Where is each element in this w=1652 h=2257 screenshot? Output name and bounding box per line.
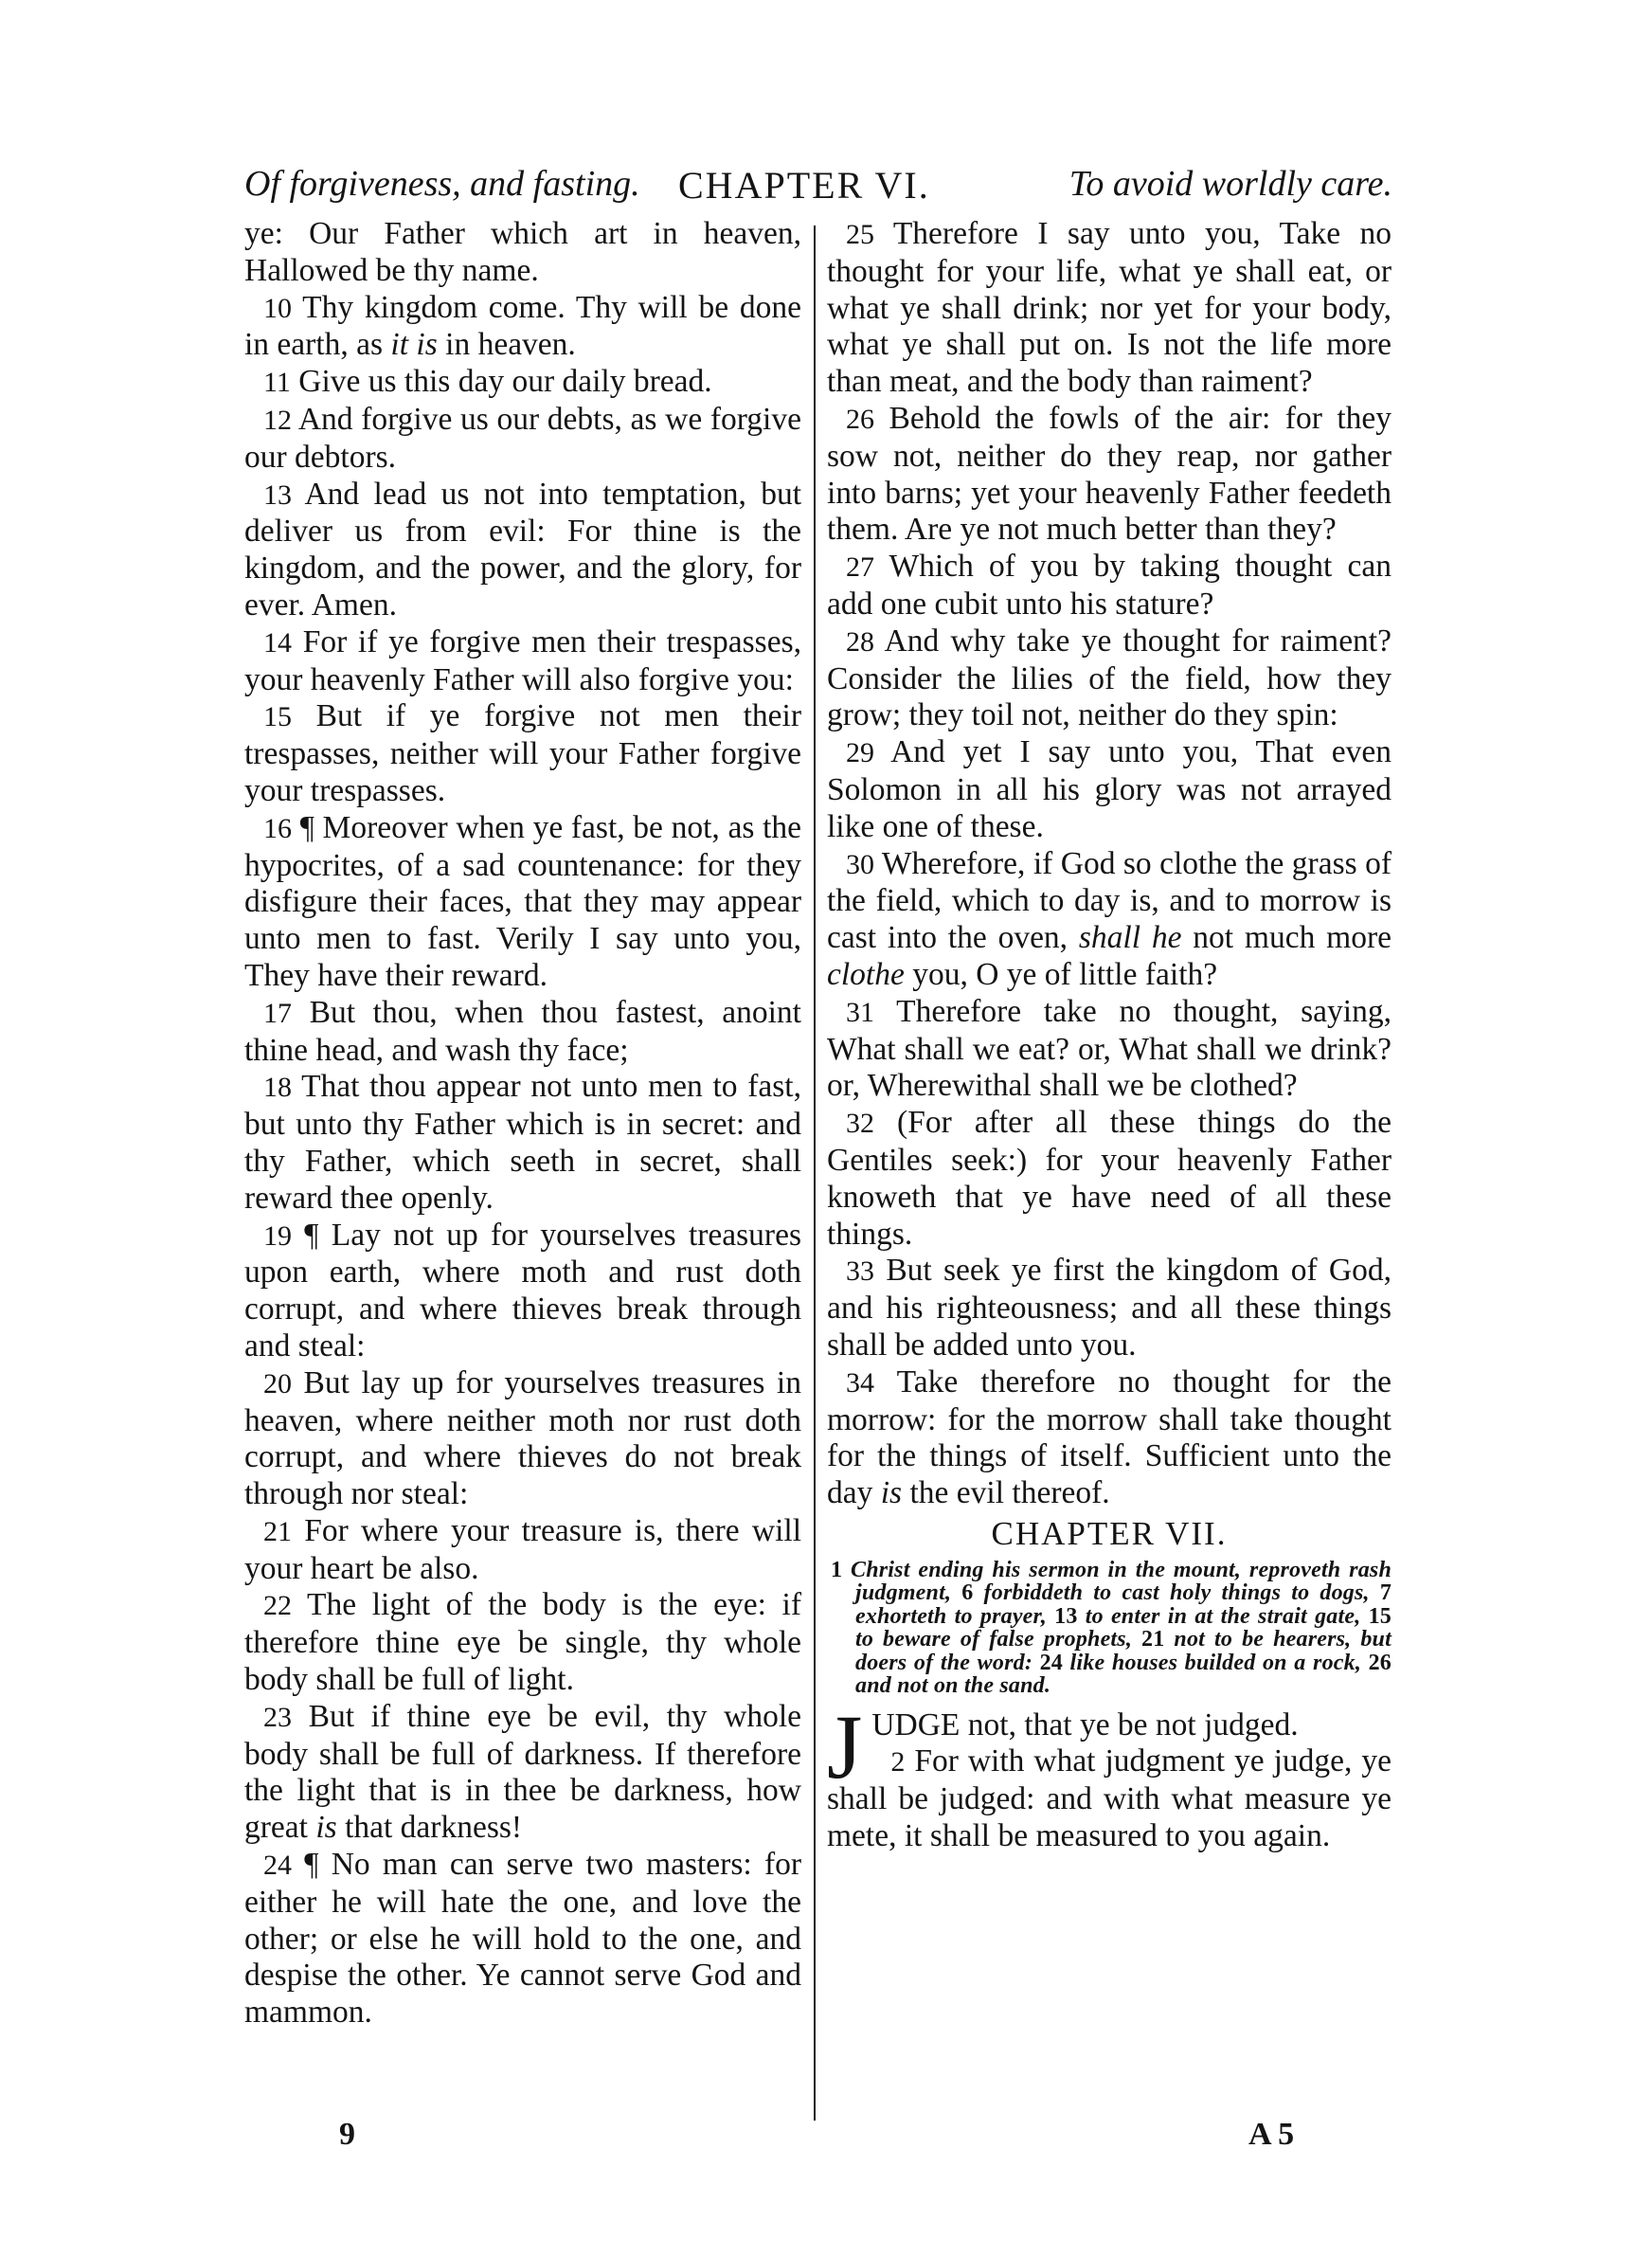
verse-23: 23 But if thine eye be evil, thy whole body shall be full of darkness. If therefore the light that is in thee be darkness, how great is that darkness! bbox=[244, 1698, 801, 1846]
column-rule bbox=[814, 226, 816, 2121]
verse-25: 25 Therefore I say unto you, Take no thought for your life, what ye shall eat, or what ye shall drink; nor yet for your body, what ye shall put on. Is not the life more than meat, and the body than raiment? bbox=[827, 216, 1392, 400]
running-head bbox=[244, 163, 1392, 216]
verse-10: 10 Thy kingdom come. Thy will be done in earth, as it is in heaven. bbox=[244, 289, 801, 363]
chapter-7-verses-1-2: JUDGE not, that ye be not judged. 2 For with what judgment ye judge, ye shall be judged: and with what measure ye mete, it shall be measured to you again. bbox=[827, 1695, 1392, 1854]
verse-15: 15 But if ye forgive not men their trespasses, neither will your Father forgive your trespasses. bbox=[244, 698, 802, 808]
verse-24: 24 ¶ No man can serve two masters: for either he will hate the one, and love the other; or else he will hold to the one, and despise the other. Ye cannot serve God and mammon. bbox=[244, 1847, 802, 2031]
signature-mark: A 5 bbox=[1248, 2117, 1295, 2152]
verse-27: 27 Which of you by taking thought can add one cubit unto his stature? bbox=[827, 549, 1392, 622]
right-column bbox=[827, 216, 1392, 1855]
verse-33: 33 But seek ye first the kingdom of God, and his righteousness; and all these things shall be added unto you. bbox=[827, 1253, 1392, 1363]
verse-29: 29 And yet I say unto you, That even Solomon in all his glory was not arrayed like one of these. bbox=[827, 734, 1392, 844]
verse-16: 16 ¶ Moreover when ye fast, be not, as the hypocrites, of a sad countenance: for they disfigure their faces, that they may appear unto men to fast. Verily I say unto you, They have their reward. bbox=[244, 809, 801, 993]
left-column bbox=[244, 216, 801, 2031]
page-number: 9 bbox=[339, 2117, 355, 2152]
verse-20: 20 But lay up for yourselves treasures in heaven, where neither moth nor rust doth corrupt, and where thieves do not break through nor steal: bbox=[244, 1364, 801, 1512]
verse-28: 28 And why take ye thought for raiment? Consider the lilies of the field, how they grow; they toil not, neither do they spin: bbox=[827, 623, 1392, 733]
verse-26: 26 Behold the fowls of the air: for they sow not, neither do they reap, nor gather into barns; yet your heavenly Father feedeth them. Are ye not much better than they? bbox=[827, 400, 1392, 548]
verse-22: 22 The light of the body is the eye: if therefore thine eye be single, thy whole body shall be full of light. bbox=[244, 1587, 801, 1698]
verse-11: 11 Give us this day our daily bread. bbox=[263, 364, 712, 400]
verse-12: 12 And forgive us our debts, as we forgive our debtors. bbox=[244, 401, 801, 475]
verse-9-end: ye: Our Father which art in heaven, Hallowed be thy name. bbox=[244, 216, 801, 288]
drop-cap: J bbox=[827, 1695, 863, 1797]
verse-17: 17 But thou, when thou fastest, anoint thine head, and wash thy face; bbox=[244, 994, 801, 1068]
verse-13: 13 And lead us not into temptation, but deliver us from evil: For thine is the kingdom, and the power, and the glory, for ever. Amen. bbox=[244, 476, 801, 623]
verse-21: 21 For where your treasure is, there will your heart be also. bbox=[244, 1512, 801, 1586]
chapter-7-heading: CHAPTER VII. bbox=[991, 1514, 1228, 1552]
verse-30: 30 Wherefore, if God so clothe the grass of the field, which to day is, and to morrow is cast into the oven, shall he not much more clothe you, O ye of little faith? bbox=[827, 845, 1392, 992]
verse-31: 31 Therefore take no thought, saying, What shall we eat? or, What shall we drink? or, Wherewithal shall we be clothed? bbox=[827, 993, 1392, 1104]
verse-14: 14 For if ye forgive men their trespasses, your heavenly Father will also forgive you: bbox=[244, 623, 802, 697]
chapter-7-summary: 1 Christ ending his sermon in the mount, reproveth rash judgment, 6 forbiddeth to cast holy things to dogs, 7 exhorteth to prayer, 13 to enter in at the strait gate, 15 to beware of false prophets, 21 not to be hearers, but doers of the word: 24 like houses builded on a rock, 26 and not on the sand. bbox=[831, 1557, 1392, 1699]
verse-18: 18 That thou appear not unto men to fast, but unto thy Father which is in secret: and thy Father, which seeth in secret, shall reward thee openly. bbox=[244, 1069, 801, 1216]
running-head-chapter: CHAPTER VI. bbox=[678, 164, 930, 207]
verse-34: 34 Take therefore no thought for the morrow: for the morrow shall take thought for the things of itself. Sufficient unto the day is the evil thereof. bbox=[827, 1363, 1392, 1511]
verse-32: 32 (For after all these things do the Gentiles seek:) for your heavenly Father knoweth that ye have need of all these things. bbox=[827, 1105, 1392, 1252]
running-head-left: Of forgiveness, and fasting. bbox=[244, 164, 640, 204]
verse-19: 19 ¶ Lay not up for yourselves treasures upon earth, where moth and rust doth corrupt, and where thieves break through and steal: bbox=[244, 1217, 801, 1363]
running-head-right: To avoid worldly care. bbox=[1068, 164, 1392, 204]
